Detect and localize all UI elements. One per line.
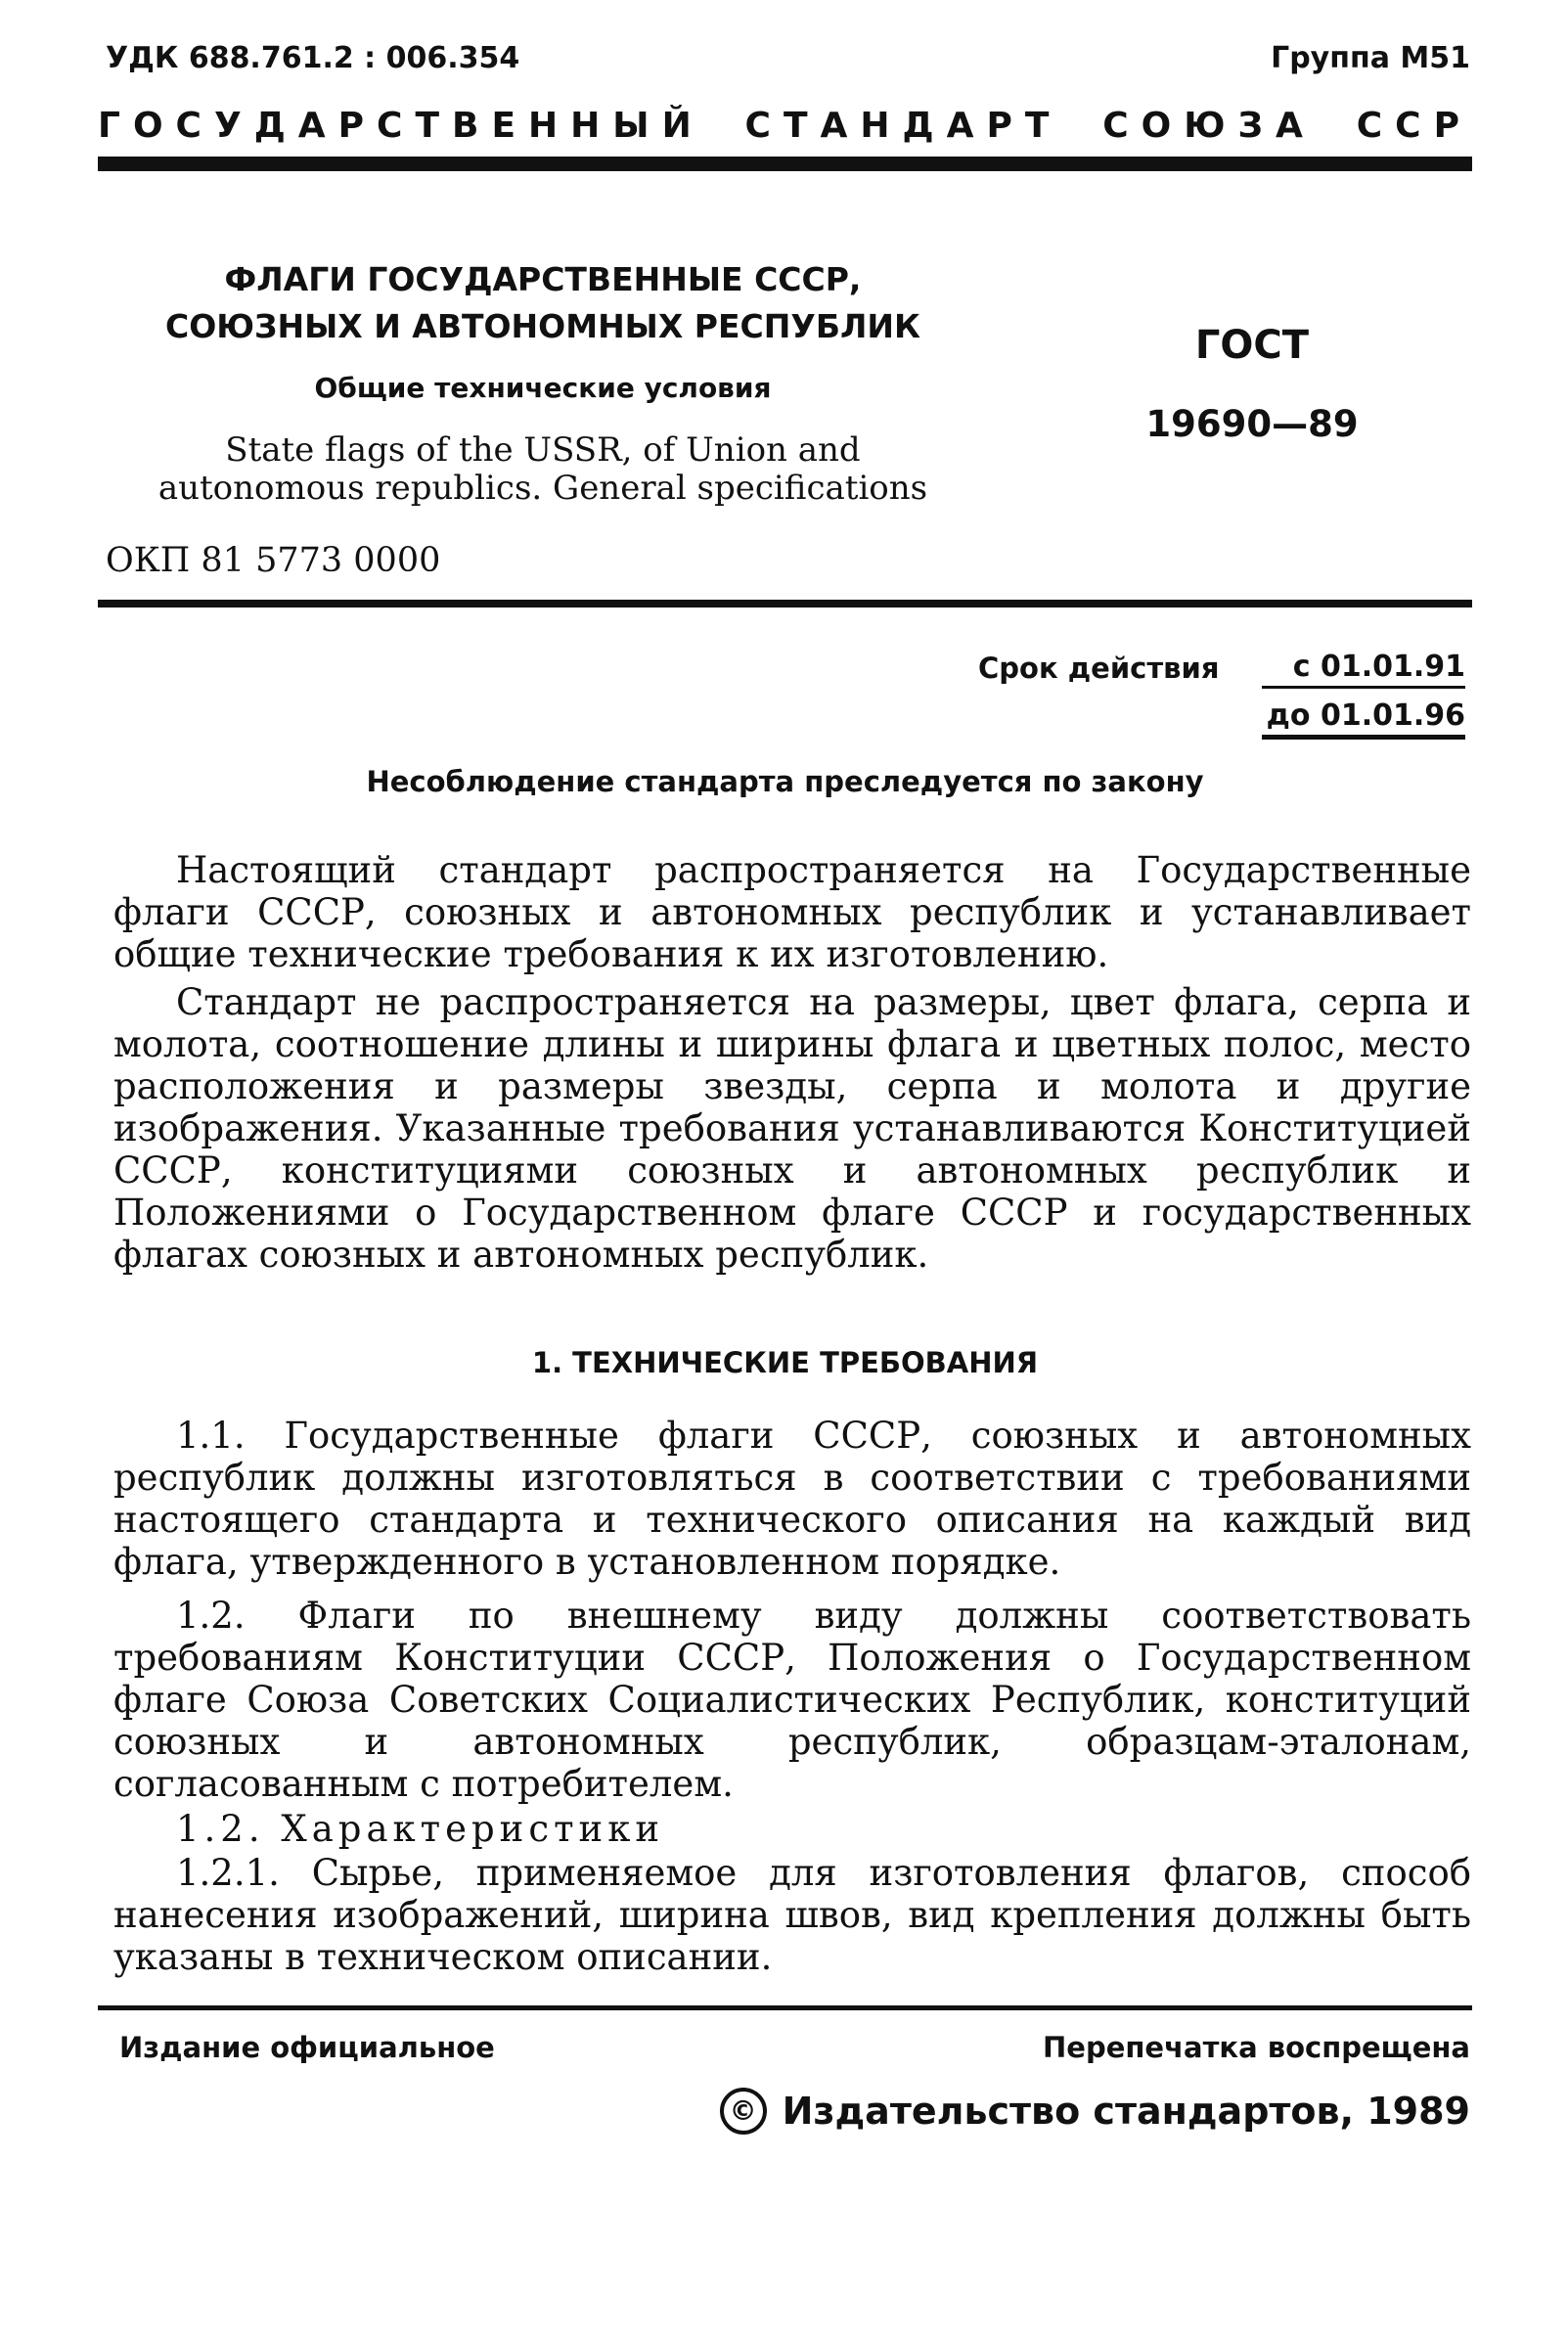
- title-block: [98, 256, 988, 508]
- copyright-icon: ©: [720, 2088, 767, 2135]
- title-line-2: СОЮЗНЫХ И АВТОНОМНЫХ РЕСПУБЛИК: [165, 307, 920, 345]
- legal-warning: Несоблюдение стандарта преследуется по закону: [366, 765, 1204, 798]
- clause-1-2-heading: 1.2. Характеристики: [176, 1808, 664, 1850]
- english-title-line-2: autonomous republics. General specifications: [157, 469, 928, 508]
- reprint-note: Перепечатка воспрещена: [1043, 2031, 1470, 2064]
- gost-label: ГОСТ: [1194, 323, 1310, 368]
- publisher-name: Издательство стандартов, 1989: [782, 2090, 1470, 2133]
- group-code: Группа М51: [1271, 41, 1470, 75]
- validity-from: с 01.01.91: [1262, 650, 1465, 689]
- banner-word-2: СТАНДАРТ: [744, 106, 1062, 146]
- middle-divider: [98, 600, 1472, 608]
- validity-label: Срок действия: [978, 652, 1220, 685]
- intro-paragraph-2: Стандарт не распространяется на размеры, цвет флага, серпа и молота, соотношение длины и ширины флага и цветных полос, место расположения и размеры звезды, серпа и молота и другие изображения. Указанные требования устанавливаются Конституцией СССР, конституциями союзных и автономных республик и Положениями о Государственном флаге СССР и государственных флагах союзных и автономных республик.: [113, 981, 1471, 1276]
- okp-code: ОКП 81 5773 0000: [106, 541, 441, 580]
- banner-word-1: ГОСУДАРСТВЕННЫЙ: [98, 106, 704, 146]
- edition-note: Издание официальное: [119, 2031, 495, 2064]
- banner-word-4: ССР: [1356, 106, 1472, 146]
- title-line-1: ФЛАГИ ГОСУДАРСТВЕННЫЕ СССР,: [224, 260, 862, 298]
- publisher-line: [720, 2088, 1470, 2135]
- top-divider: [98, 157, 1472, 171]
- section-heading: 1. ТЕХНИЧЕСКИЕ ТРЕБОВАНИЯ: [531, 1346, 1039, 1379]
- clause-1-2: 1.2. Флаги по внешнему виду должны соответствовать требованиям Конституции СССР, Положения о Государственном флаге Союза Советских Социалистических Республик, конституций союзных и автономных республик, образцам-эталонам, согласованным с потребителем.: [113, 1595, 1471, 1805]
- subtitle: Общие технические условия: [314, 372, 772, 404]
- standard-banner: [98, 106, 1472, 146]
- banner-word-3: СОЮЗА: [1102, 106, 1316, 146]
- clause-1-1: 1.1. Государственные флаги СССР, союзных и автономных республик должны изготовляться в соответствии с требованиями настоящего стандарта и технического описания на каждый вид флага, утвержденного в установленном порядке.: [113, 1415, 1471, 1583]
- bottom-divider: [98, 2005, 1472, 2010]
- clause-1-2-1: 1.2.1. Сырье, применяемое для изготовления флагов, способ нанесения изображений, ширина швов, вид крепления должны быть указаны в техническом описании.: [113, 1852, 1471, 1978]
- english-title: [98, 431, 988, 508]
- udk-code: УДК 688.761.2 : 006.354: [106, 41, 520, 75]
- gost-number: 19690—89: [1145, 403, 1359, 445]
- validity-to: до 01.01.96: [1262, 698, 1465, 740]
- intro-paragraph-1: Настоящий стандарт распространяется на Государственные флаги СССР, союзных и автономных республик и устанавливает общие технические требования к их изготовлению.: [113, 849, 1471, 975]
- english-title-line-1: State flags of the USSR, of Union and: [225, 430, 861, 470]
